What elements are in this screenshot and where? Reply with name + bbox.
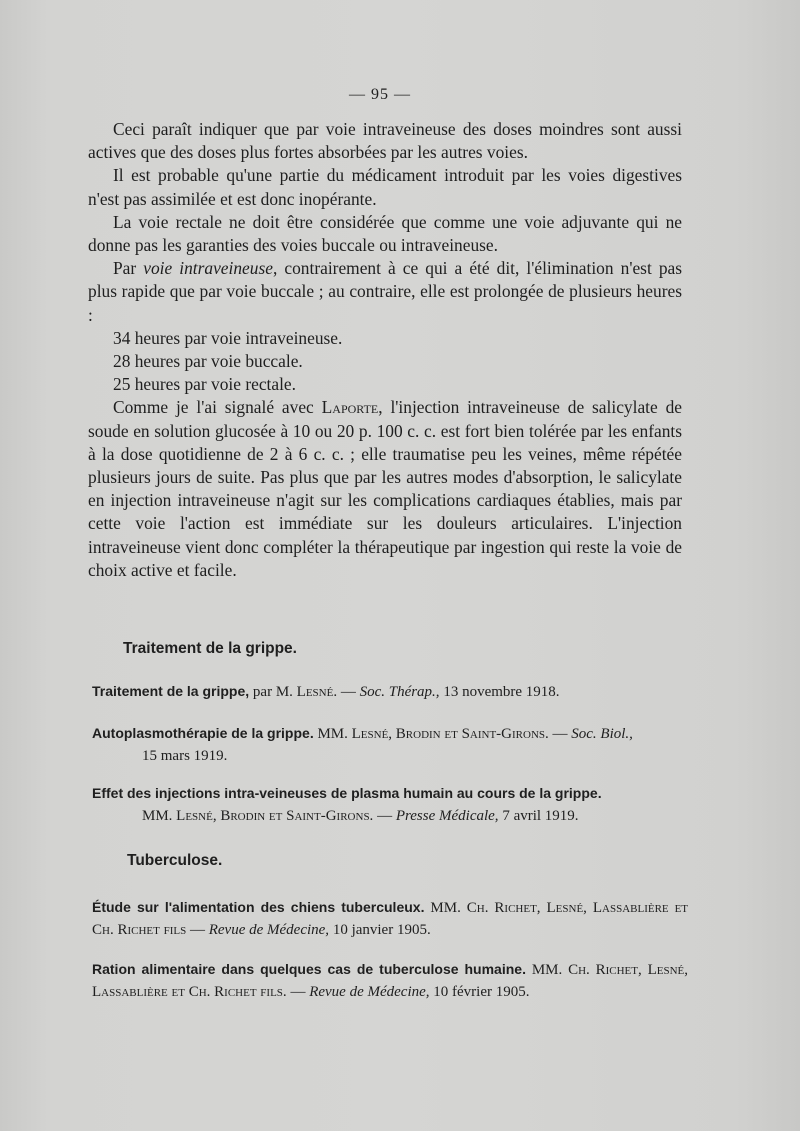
page-number: — 95 — (349, 86, 411, 103)
paragraph (88, 118, 682, 164)
reference-entry (92, 896, 688, 941)
reference-title: Effet des injections intra-veineuses de plasma humain au cours de la grippe. (92, 785, 602, 801)
reference-dash: — (548, 726, 572, 742)
list-line (88, 373, 682, 396)
reference-entry (92, 680, 688, 703)
paragraph-text: 28 heures par voie buccale. (113, 351, 303, 372)
paragraph (88, 211, 682, 257)
paragraph-text: La voie rectale ne doit être considérée que comme une voie adjuvante qui ne donne pas les garanties des voies buccale ou intraveineuse. (88, 211, 682, 256)
reference-entry (92, 782, 688, 827)
reference-dash: — (286, 984, 310, 1000)
reference-dash: — (373, 808, 396, 824)
reference-authors: MM. Ch. Richet, Lesné, Lassablière et Ch. Richet fils. (92, 962, 689, 1000)
paragraph-emphasis: voie intraveineuse (143, 258, 273, 279)
list-line (88, 350, 682, 373)
reference-sep: par (249, 684, 276, 700)
reference-title: Ration alimentaire dans quelques cas de tuberculose humaine. (92, 961, 526, 977)
reference-dash: — (337, 684, 360, 700)
reference-authors: MM. Lesné, Brodin et Saint-Girons. (317, 726, 549, 742)
section-title-tuberculose: Tuberculose. (127, 852, 223, 869)
reference-journal: Revue de Médecine, (208, 922, 330, 938)
reference-date: 13 novembre 1918. (439, 684, 560, 700)
paragraph (88, 164, 682, 210)
reference-dash: — (186, 922, 209, 938)
reference-journal: Revue de Médecine, (309, 984, 430, 1000)
author-name: Laporte (321, 397, 379, 418)
reference-date: 10 février 1905. (429, 984, 530, 1000)
reference-journal: Presse Médicale, (395, 808, 499, 824)
reference-entry (92, 958, 688, 1003)
reference-date: 7 avril 1919. (498, 808, 579, 824)
paragraph-text: 25 heures par voie rectale. (113, 374, 296, 395)
body-text (88, 118, 682, 582)
paragraph-text: 34 heures par voie intraveineuse. (113, 327, 343, 348)
reference-date: 15 mars 1919. (142, 748, 228, 764)
reference-journal: Soc. Thérap., (359, 684, 440, 700)
list-line (88, 327, 682, 350)
paragraph-text: Ceci paraît indiquer que par voie intraveineuse des doses moindres sont aussi actives que des doses plus fortes absorbées par les autres voies. (88, 119, 682, 163)
paragraph (88, 257, 682, 327)
reference-title: Traitement de la grippe, (92, 683, 250, 699)
reference-journal: Soc. Biol., (571, 726, 633, 742)
reference-date: 10 janvier 1905. (329, 922, 431, 938)
paragraph (88, 396, 682, 582)
reference-authors: MM. Lesné, Brodin et Saint-Girons. (142, 808, 374, 824)
reference-entry (92, 722, 688, 767)
reference-title: Étude sur l'alimentation des chiens tuberculeux. (92, 899, 425, 915)
paragraph-prefix: Comme je l'ai signalé avec (113, 397, 322, 418)
paragraph-text: , contrairement à ce qui a été dit, l'élimination n'est pas plus rapide que par voie buccale ; au contraire, elle est prolongée de plusieurs heures : (88, 258, 683, 325)
paragraph-prefix: Par (113, 258, 144, 279)
reference-title: Autoplasmothérapie de la grippe. (92, 725, 314, 741)
paragraph-text: Il est probable qu'une partie du médicament introduit par les voies digestives n'est pas assimilée et est donc inopérante. (88, 165, 682, 209)
paragraph-text: , l'injection intraveineuse de salicylate de soude en solution glucosée à 10 ou 20 p. 100 c. c. est fort bien tolérée par les enfants à la dose quotidienne de 2 à 6 c. c. ; elle traumatise peu les veines, même répétée plusieurs jours de suite. Pas plus que par les autres modes d'absorption, le salicylate en injection intraveineuse n'agit sur les complications cardiaques établies, mais par cette voie l'action est immédiate sur les douleurs articulaires. L'injection intraveineuse vient donc compléter la thérapeutique par ingestion qui reste la voie de choix active et facile. (88, 397, 683, 580)
section-title-grippe: Traitement de la grippe. (123, 640, 297, 657)
reference-authors: M. Lesné. (275, 684, 338, 700)
reference-authors: MM. Ch. Richet, Lesné, Lassablière et Ch. Richet fils (92, 900, 689, 938)
